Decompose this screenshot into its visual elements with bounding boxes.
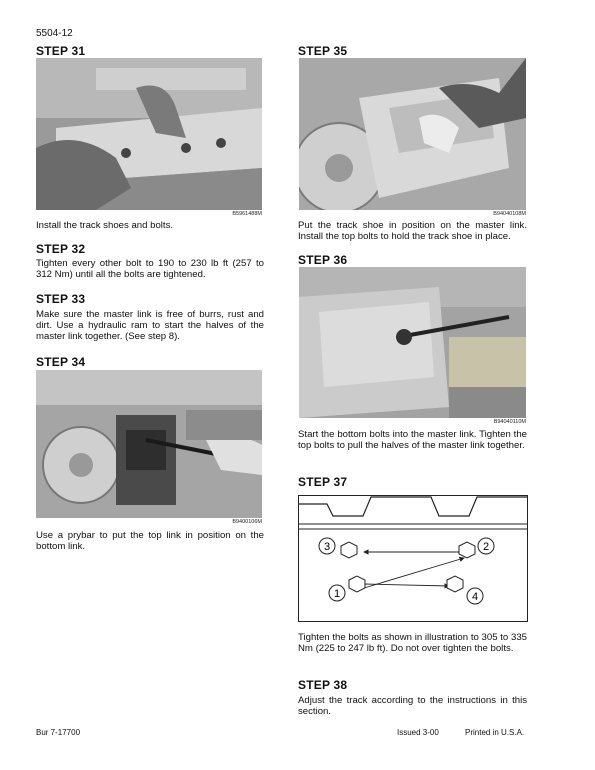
step-36-text: Start the bottom bolts into the master link. Tighten the top bolts to pull the halves of the master link together. <box>298 429 527 452</box>
step-37-text: Tighten the bolts as shown in illustration to 305 to 335 Nm (225 to 247 lb ft). Do not over tighten the bolts. <box>298 632 527 655</box>
step-34-figure-id: B9400106M <box>232 519 262 525</box>
step-34-photo <box>36 370 262 518</box>
step-32-text: Tighten every other bolt to 190 to 230 lb ft (257 to 312 Nm) until all the bolts are tightened. <box>36 258 264 281</box>
step-36-photo <box>299 267 526 418</box>
step-36-title: STEP 36 <box>298 253 348 267</box>
step-33-title: STEP 33 <box>36 292 86 306</box>
step-35-title: STEP 35 <box>298 44 348 58</box>
page-number: 5504-12 <box>36 28 73 39</box>
step-38-title: STEP 38 <box>298 678 348 692</box>
footer-printed: Printed in U.S.A. <box>465 728 525 737</box>
step-35-photo <box>299 58 526 210</box>
step-35-figure-id: B94040108M <box>493 211 526 217</box>
step-34-title: STEP 34 <box>36 355 86 369</box>
diagram-label-3: 3 <box>323 541 331 553</box>
diagram-label-2: 2 <box>482 541 490 553</box>
step-37-title: STEP 37 <box>298 475 348 489</box>
step-31-title: STEP 31 <box>36 44 86 58</box>
diagram-label-4: 4 <box>471 591 479 603</box>
step-32-title: STEP 32 <box>36 242 86 256</box>
step-35-text: Put the track shoe in position on the master link. Install the top bolts to hold the track shoe in place. <box>298 220 527 243</box>
diagram-label-1: 1 <box>333 588 341 600</box>
step-36-figure-id: B94040110M <box>493 419 526 425</box>
step-31-photo <box>36 58 262 210</box>
step-34-text: Use a prybar to put the top link in position on the bottom link. <box>36 530 264 553</box>
step-38-text: Adjust the track according to the instructions in this section. <box>298 695 527 718</box>
step-31-figure-id: B5961488M <box>232 211 262 217</box>
bolt-tightening-diagram <box>298 495 528 622</box>
step-31-text: Install the track shoes and bolts. <box>36 220 174 231</box>
step-33-text: Make sure the master link is free of burrs, rust and dirt. Use a hydraulic ram to start the halves of the master link together. (See step 8). <box>36 309 264 343</box>
footer-issued: Issued 3-00 <box>397 728 439 737</box>
footer-document-number: Bur 7-17700 <box>36 728 81 737</box>
